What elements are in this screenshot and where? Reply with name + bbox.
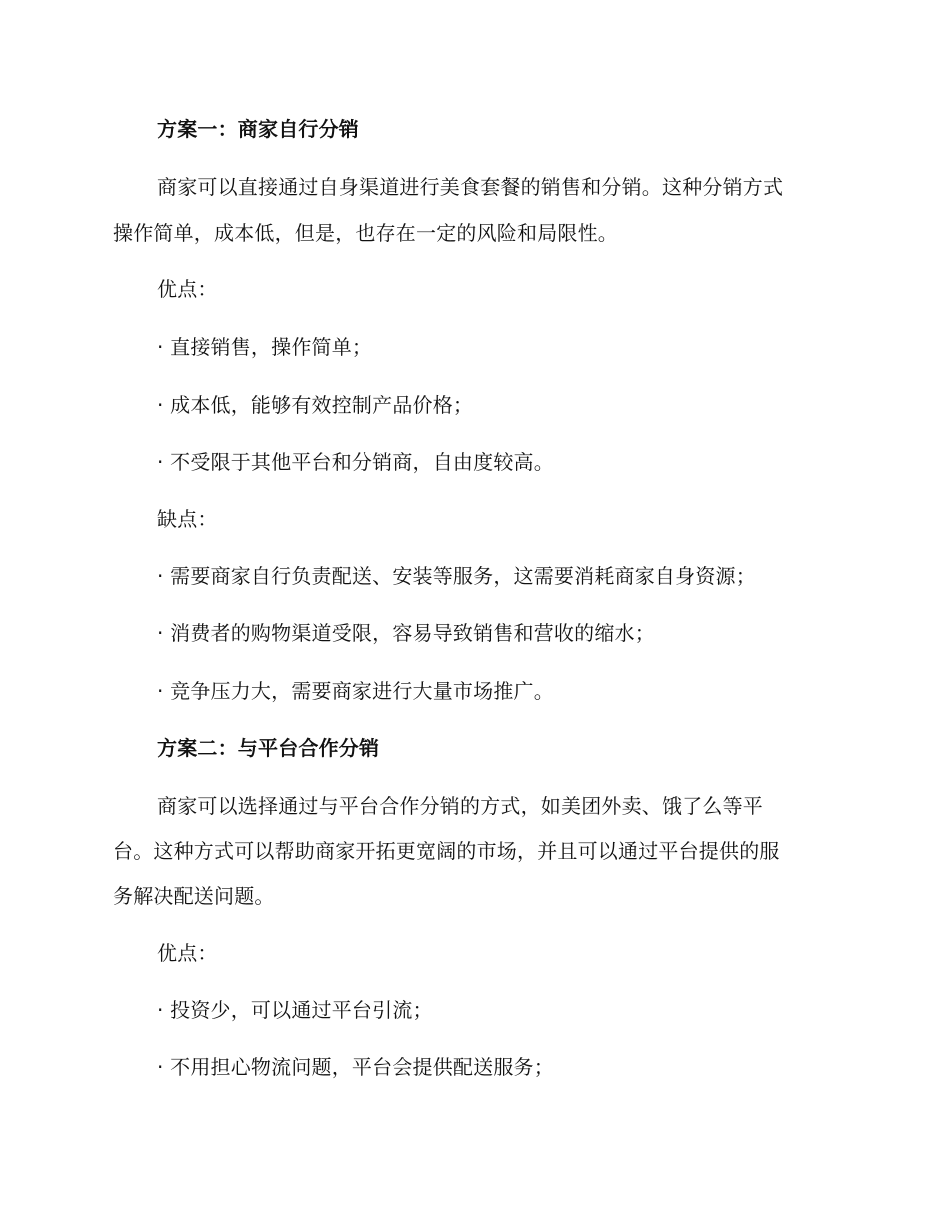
section1-heading: 方案一：商家自行分销: [157, 117, 359, 141]
section2-intro-line2: 台。这种方式可以帮助商家开拓更宽阔的市场，并且可以通过平台提供的服: [113, 839, 780, 863]
section1-cons-label: 缺点：: [157, 507, 218, 531]
section1-pro-item: · 直接销售，操作简单；: [157, 335, 373, 359]
section1-pro-item: · 不受限于其他平台和分销商，自由度较高。: [157, 450, 554, 474]
section2-intro-line3: 务解决配送问题。: [113, 884, 275, 908]
section2-pro-item: · 不用担心物流问题，平台会提供配送服务；: [157, 1055, 554, 1079]
section1-pros-label: 优点：: [157, 277, 218, 301]
section2-pros-label: 优点：: [157, 941, 218, 965]
section1-intro-line1: 商家可以直接通过自身渠道进行美食套餐的销售和分销。这种分销方式: [157, 175, 784, 199]
section2-pro-item: · 投资少，可以通过平台引流；: [157, 998, 433, 1022]
section1-intro-line2: 操作简单，成本低，但是，也存在一定的风险和局限性。: [113, 221, 618, 245]
section1-con-item: · 竞争压力大，需要商家进行大量市场推广。: [157, 679, 554, 703]
section1-con-item: · 需要商家自行负责配送、安装等服务，这需要消耗商家自身资源；: [157, 564, 756, 588]
section2-heading: 方案二：与平台合作分销: [157, 736, 380, 760]
section2-intro-line1: 商家可以选择通过与平台合作分销的方式，如美团外卖、饿了么等平: [157, 794, 763, 818]
section1-pro-item: · 成本低，能够有效控制产品价格；: [157, 393, 474, 417]
section1-con-item: · 消费者的购物渠道受限，容易导致销售和营收的缩水；: [157, 621, 655, 645]
